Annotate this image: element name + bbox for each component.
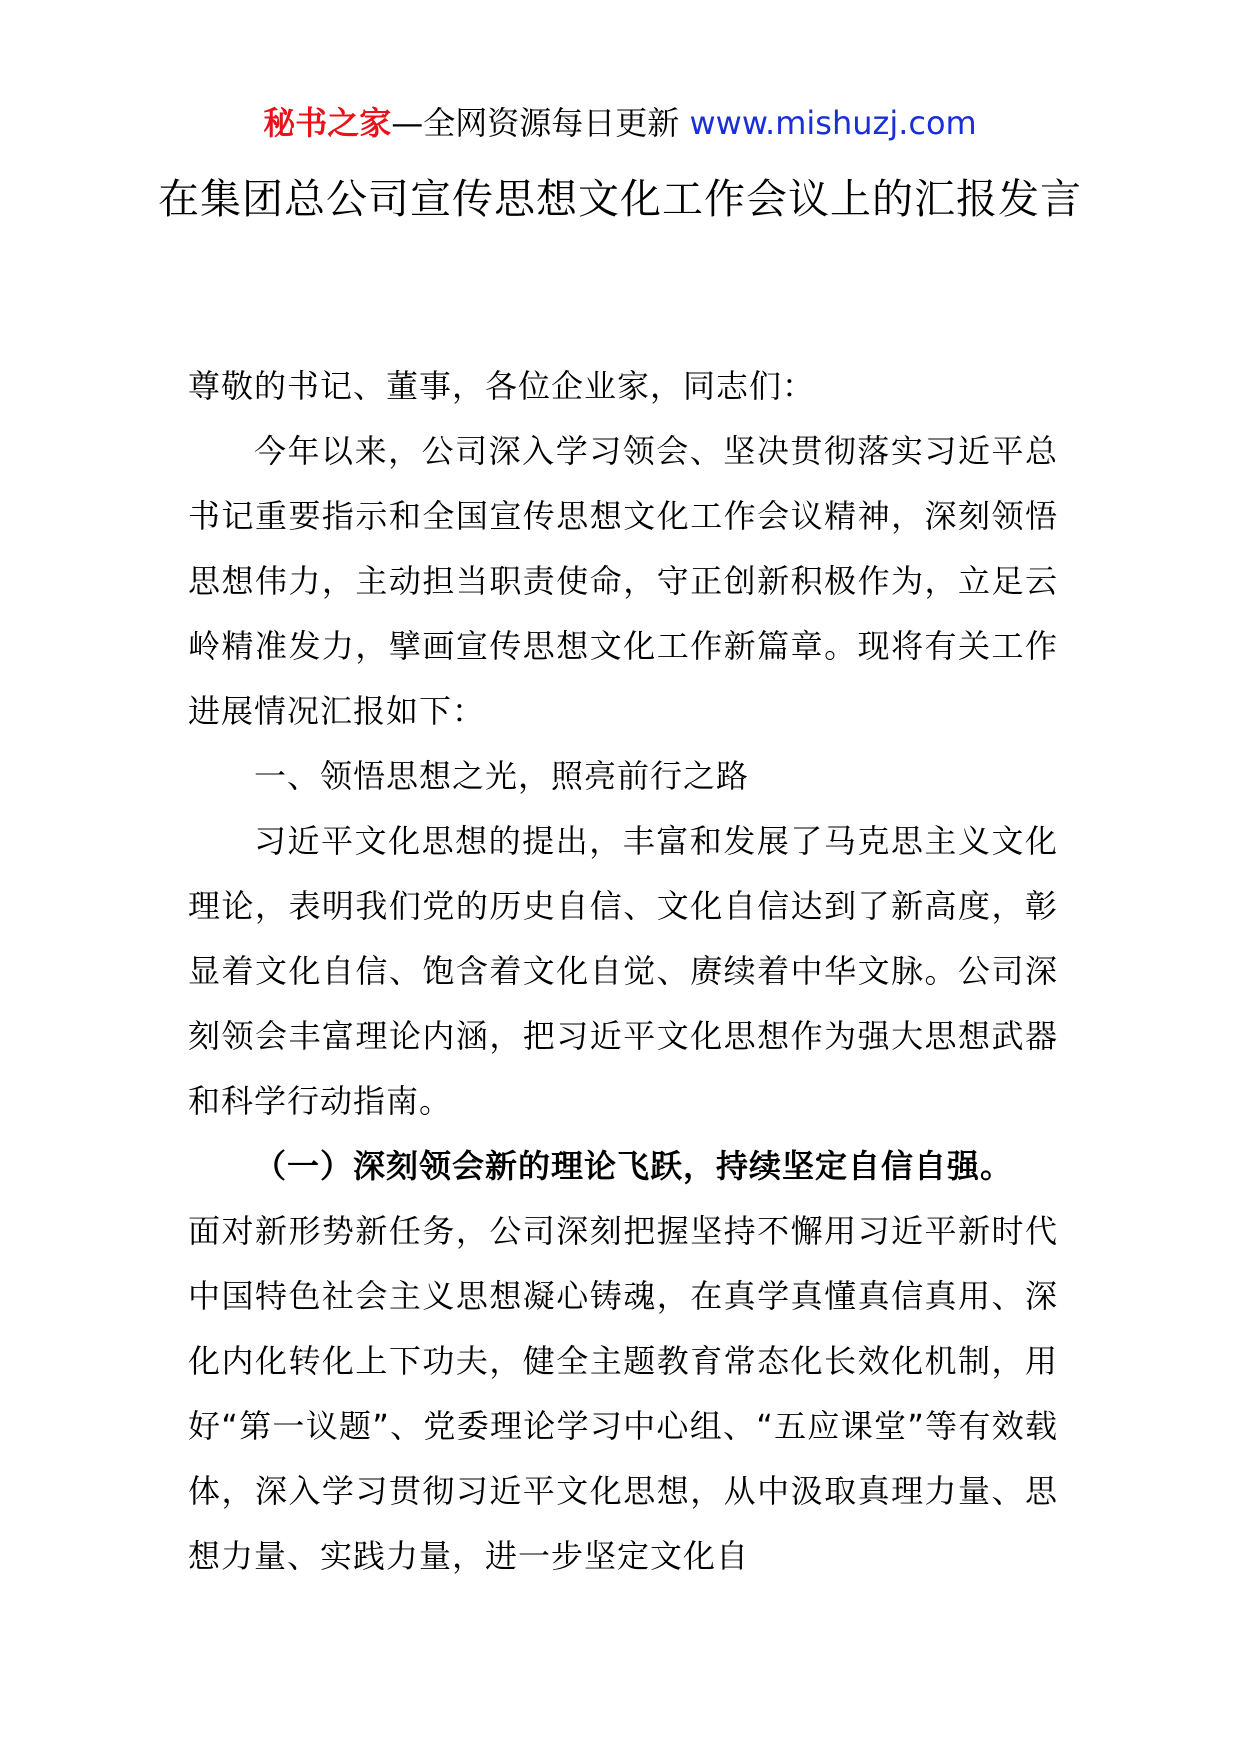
salutation: 尊敬的书记、董事，各位企业家，同志们： — [188, 367, 816, 405]
site-brand: 秘书之家 — [263, 104, 392, 142]
body-paragraph: 习近平文化思想的提出，丰富和发展了马克思主义文化理论，表明我们党的历史自信、文化自信达到了新高度，彰显着文化自信、饱含着文化自觉、赓续着中华文脉。公司深刻领会丰富理论内涵，把习近平文化思想作为强大思想武器和科学行动指南。 — [188, 822, 1058, 1120]
subsection-heading: （一）深刻领会新的理论飞跃，持续坚定自信自强。 — [254, 1147, 1014, 1185]
document-body — [188, 354, 1058, 1589]
body-paragraph: 面对新形势新任务，公司深刻把握坚持不懈用习近平新时代中国特色社会主义思想凝心铸魂，在真学真懂真信真用、深化内化转化上下功夫，健全主题教育常态化长效化机制，用好“第一议题”、党委理论学习中心组、“五应课堂”等有效载体，深入学习贯彻习近平文化思想，从中汲取真理力量、思想力量、实践力量，进一步坚定文化自 — [188, 1212, 1058, 1575]
site-url-link[interactable]: www.mishuzj.com — [689, 104, 977, 142]
section-heading: 一、领悟思想之光，照亮前行之路 — [254, 757, 750, 795]
site-header — [0, 100, 1240, 146]
body-paragraph: 今年以来，公司深入学习领会、坚决贯彻落实习近平总书记重要指示和全国宣传思想文化工作会议精神，深刻领悟思想伟力，主动担当职责使命，守正创新积极作为，立足云岭精准发力，擘画宣传思想文化工作新篇章。现将有关工作进展情况汇报如下： — [188, 432, 1058, 730]
document-title: 在集团总公司宣传思想文化工作会议上的汇报发言 — [158, 175, 1082, 223]
site-tagline: —全网资源每日更新 — [391, 104, 680, 142]
